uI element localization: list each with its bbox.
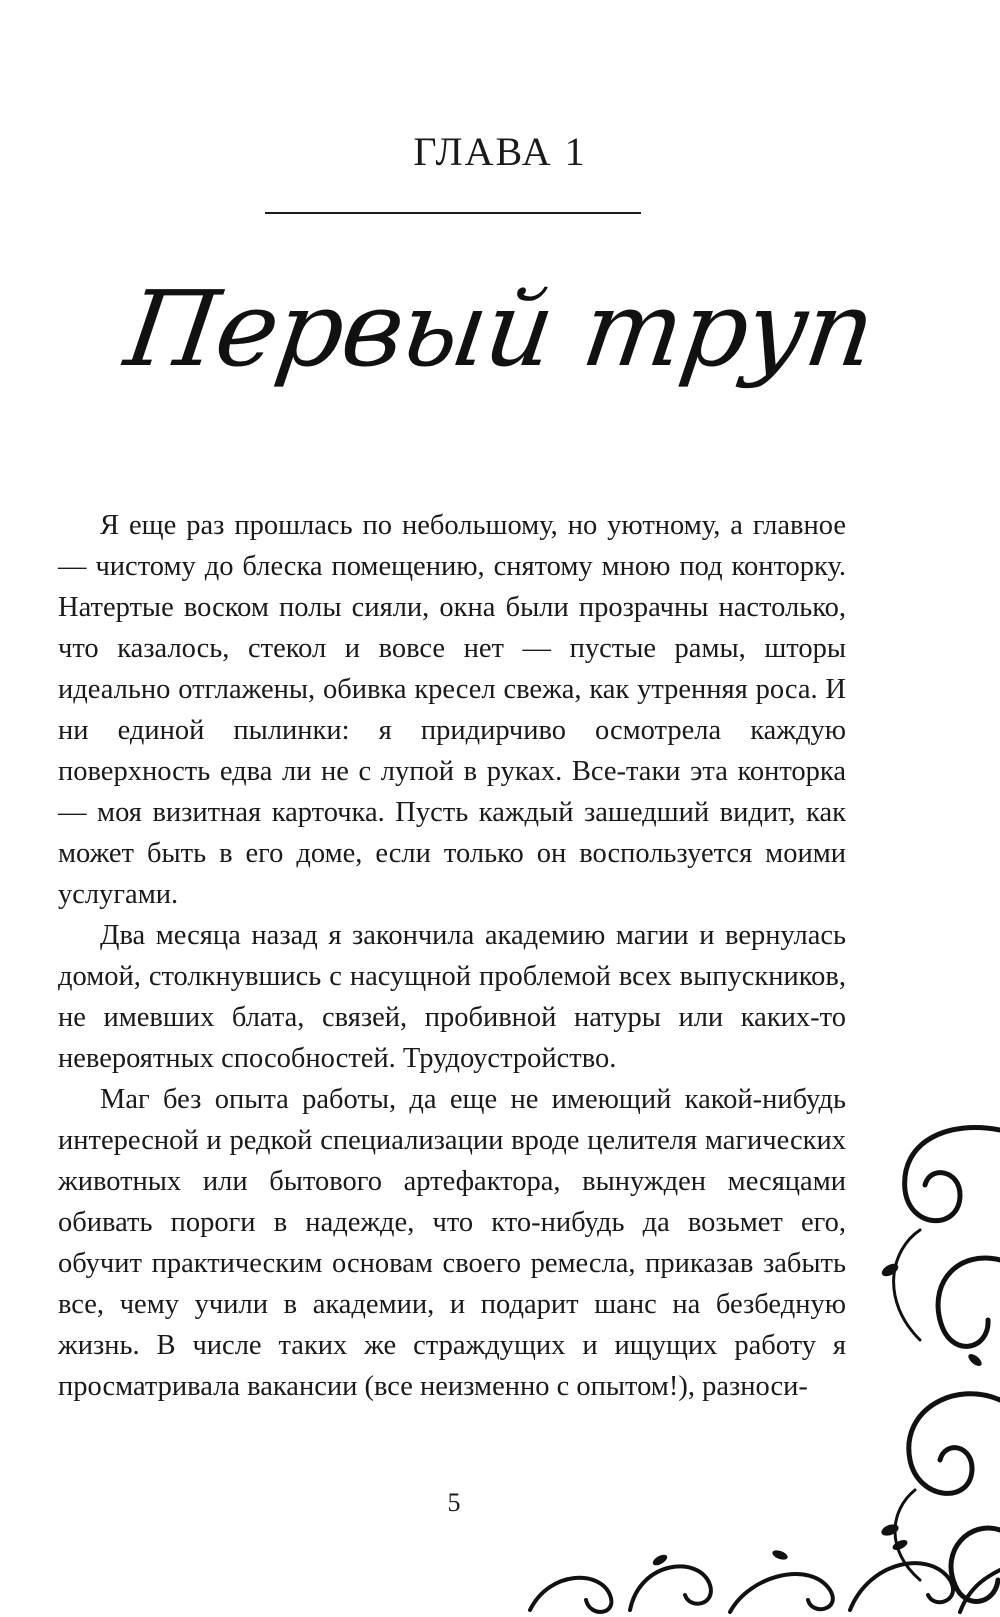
chapter-label: ГЛАВА 1 xyxy=(413,129,587,174)
body-text xyxy=(58,505,846,1407)
bottom-swirl-ornament-icon xyxy=(520,1500,1000,1617)
paragraph-3: Маг без опыта работы, да еще не имеющий какой-нибудь интересной и редкой специализации вроде целителя магических животных или бытового артефактора, вынужден месяцами обивать пороги в надежде, что кто-нибудь да возьмет его, обучит практическим основам своего ремесла, приказав забыть все, чему учили в академии, и подарит шанс на безбедную жизнь. В числе таких же страждущих и ищущих работу я просматривала вакансии (все неизменно с опытом!), разноси- xyxy=(58,1084,846,1402)
paragraph-1: Я еще раз прошлась по небольшому, но уютному, а главное — чистому до блеска помещению, снятому мною под конторку. Натертые воском полы сияли, окна были прозрачны настолько, что казалось, стекол и вовсе нет — пустые рамы, шторы идеально отглажены, обивка кресел свежа, как утренняя роса. И ни единой пылинки: я придирчиво осмотрела каждую поверхность едва ли не с лупой в руках. Все-таки эта конторка — моя визитная карточка. Пусть каждый зашедший видит, как может быть в его доме, если только он воспользуется моими услугами. xyxy=(58,510,846,910)
paragraph-2: Два месяца назад я закончила академию магии и вернулась домой, столкнувшись с насущной проблемой всех выпускников, не имевших блата, связей, пробивной натуры или каких-то невероятных способностей. Трудоустройство. xyxy=(58,920,846,1074)
page-number: 5 xyxy=(447,1488,461,1517)
chapter-divider xyxy=(265,212,641,214)
chapter-title: Первый труп xyxy=(118,268,882,390)
